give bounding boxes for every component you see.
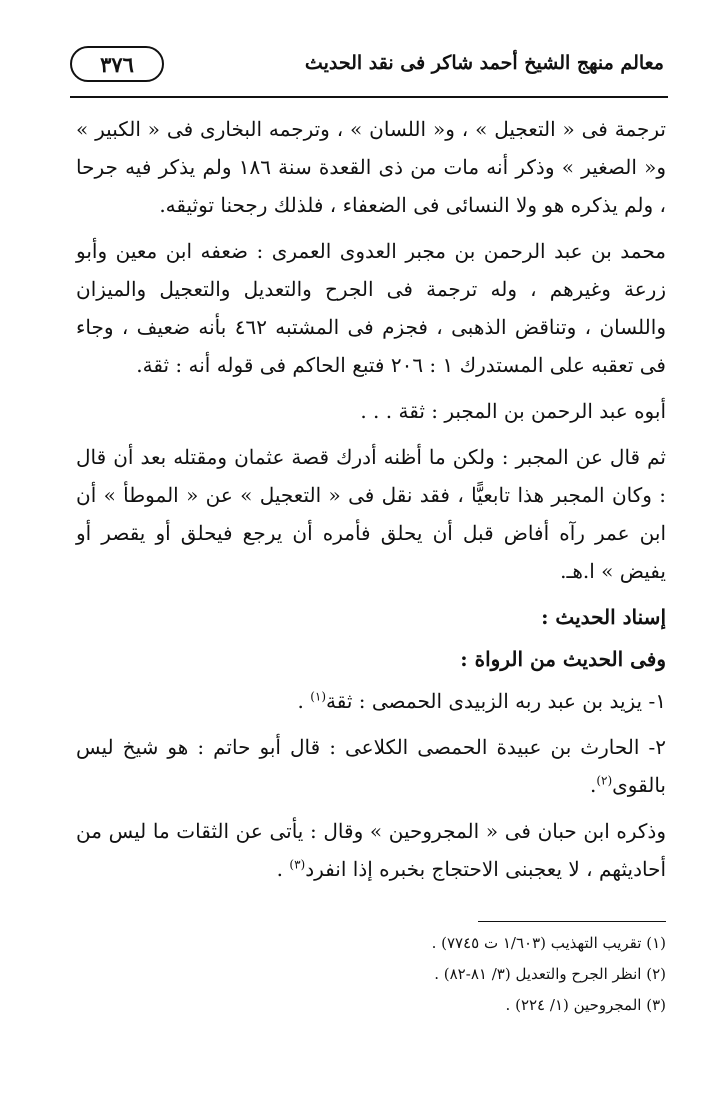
narrator-item-1 (76, 682, 666, 720)
paragraph-muhammad-ibn-abd-al-rahman: محمد بن عبد الرحمن بن مجبر العدوى العمرى : ضعفه ابن معين وأبو زرعة وغيرهم ، وله ترجمة فى الجرح والتعديل والتعجيل والميزان واللسان ، وتناقض الذهبى ، فجزم فى المشتبه ٤٦٢ بأنه ضعيف ، وجاء فى تعقبه على المستدرك ١ : ٢٠٦ فتبع الحاكم فى قوله أنه : ثقة. (76, 239, 666, 377)
footnote-3: (٣) المجروحين (١/ ٢٢٤) . (505, 996, 666, 1014)
ibn-hibban-end: . (276, 857, 290, 881)
ibn-hibban-text: وذكره ابن حبان فى « المجروحين » وقال : يأتى عن الثقات ما ليس من أحاديثهم ، لا يعجبنى الاحتجاج بخبره إذا انفرد (76, 819, 666, 881)
narrator-item-2 (76, 728, 666, 804)
narrator-2-text: ٢- الحارث بن عبيدة الحمصى الكلاعى : قال أبو حاتم : هو شيخ ليس بالقوى (76, 735, 666, 797)
body-text (76, 110, 666, 896)
narrator-1-text: ١- يزيد بن عبد ربه الزبيدى الحمصى : ثقة (326, 689, 666, 713)
header-rule (70, 96, 668, 98)
page-header (70, 38, 668, 98)
footnote-1: (١) تقريب التهذيب (١/٦٠٣ ت ٧٧٤٥) . (431, 934, 666, 952)
footnote-rule (478, 921, 666, 922)
footnotes (76, 928, 666, 1021)
narrator-1-end: . (297, 689, 311, 713)
footnote-2: (٢) انظر الجرح والتعديل (٣/ ٨١-٨٢) . (434, 965, 666, 983)
paragraph-ibn-hibban (76, 812, 666, 888)
page-number: ٣٧٦ (70, 46, 164, 82)
running-title: معالم منهج الشيخ أحمد شاكر فى نقد الحديث (304, 52, 664, 74)
paragraph-al-mujabbir: ثم قال عن المجبر : ولكن ما أظنه أدرك قصة عثمان ومقتله بعد أن قال : وكان المجبر هذا تابعيًّا ، فقد نقل فى « التعجيل » عن « الموطأ » أن ابن عمر رآه أفاض قبل أن يحلق فأمره أن يرجع فيحلق أو يقصر أو يفيض » ا.هـ. (76, 445, 666, 583)
paragraph-translation: ترجمة فى « التعجيل » ، و« اللسان » ، وترجمه البخارى فى « الكبير » و« الصغير » وذكر أنه مات من ذى القعدة سنة ١٨٦ ولم يذكر فيه جرحا ، ولم يذكره هو ولا النسائى فى الضعفاء ، فلذلك رجحنا توثيقه. (76, 117, 666, 217)
footnote-marker-2: (٢) (596, 773, 613, 788)
footnote-marker-3: (٣) (289, 857, 306, 872)
paragraph-father: أبوه عبد الرحمن بن المجبر : ثقة . . . (360, 399, 666, 423)
heading-narrators: وفى الحديث من الرواة : (460, 647, 666, 671)
narrator-2-end: . (589, 773, 597, 797)
heading-isnad: إسناد الحديث : (541, 605, 666, 629)
footnote-marker-1: (١) (310, 689, 327, 704)
